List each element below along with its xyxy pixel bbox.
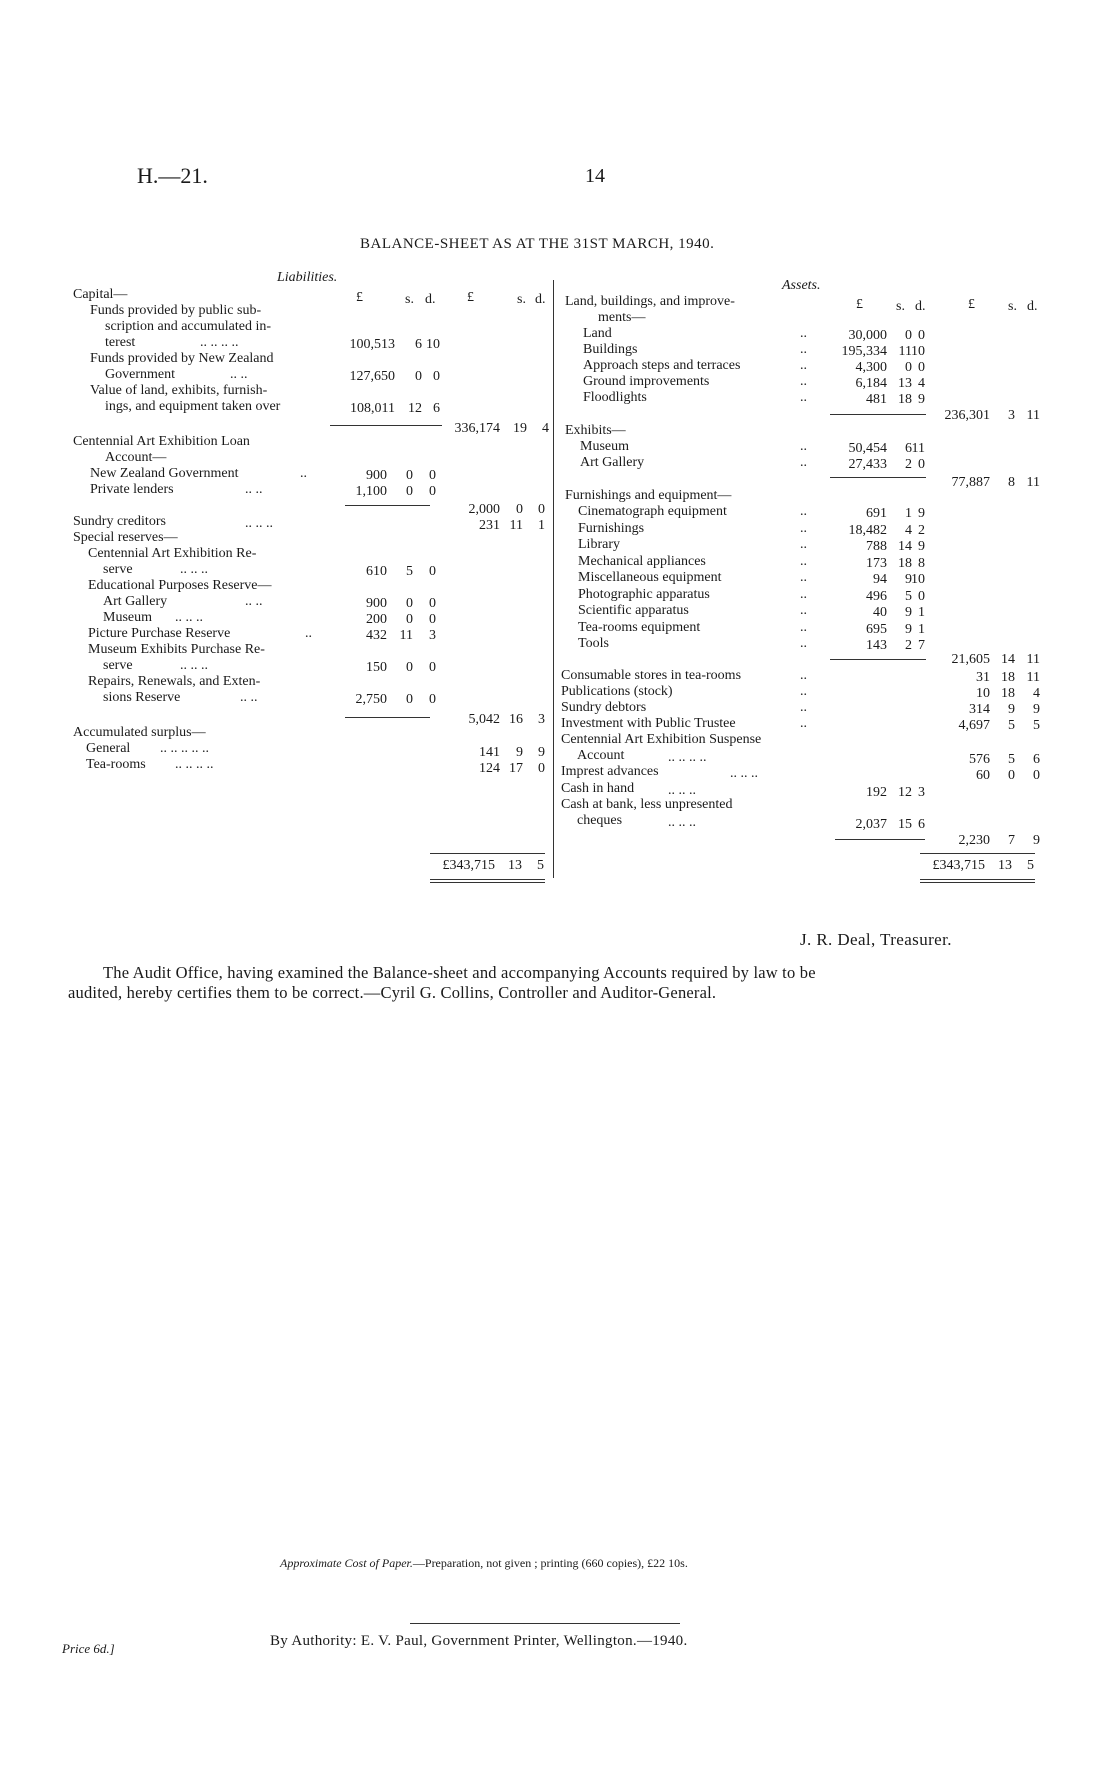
leader-dots: .. [800, 700, 807, 715]
leader-dots: .. [800, 570, 807, 585]
suspense-label-a: Centennial Art Exhibition Suspense [561, 732, 762, 747]
furnishing-item-label: Tools [578, 636, 609, 651]
leader-dots: .. [800, 390, 807, 405]
surplus-general-pounds: 141 [479, 745, 500, 760]
furnishing-item-pounds: 173 [866, 555, 887, 571]
col-head-shillings-1: s. [405, 292, 414, 307]
assets-grand-pounds: £343,715 [932, 858, 985, 873]
leader-dots: .. [800, 636, 807, 651]
reserve-5-shillings: 0 [406, 692, 413, 707]
reserves-total-shillings: 16 [509, 712, 523, 727]
land-item-shillings: 0 [905, 328, 912, 343]
reserve-4-pence: 0 [429, 660, 436, 675]
furnishing-item-shillings: 9 [905, 605, 912, 620]
exhibits-total-shillings: 8 [1008, 475, 1015, 490]
capital-v2-pounds: 127,650 [349, 369, 395, 384]
other-asset-shillings: 18 [1001, 686, 1015, 701]
exhibit-item-label: Art Gallery [580, 455, 645, 470]
loan-private-pence: 0 [429, 484, 436, 499]
reserve-3: Picture Purchase Reserve [88, 626, 231, 641]
furnishing-item-shillings: 18 [898, 555, 912, 571]
liabilities-grand-pounds: £343,715 [442, 858, 495, 873]
loan-nz-shillings: 0 [406, 468, 413, 483]
land-item-pounds: 4,300 [855, 360, 887, 375]
leader-dots: .. [800, 553, 807, 569]
furnishings-total-pounds: 21,605 [951, 652, 990, 667]
other-asset-pounds: 31 [976, 670, 990, 685]
furnishing-item-pence: 1 [918, 605, 925, 620]
reserve-1-pounds: 610 [366, 564, 387, 579]
surplus-tearooms-shillings: 17 [509, 761, 523, 776]
liabilities-grand-shillings: 13 [508, 858, 522, 873]
leader-dots: .. [800, 684, 807, 699]
furnishing-item-pounds: 496 [866, 588, 887, 604]
reserve-2a-shillings: 0 [406, 596, 413, 611]
cash-total-shillings: 7 [1008, 833, 1015, 848]
surplus-general-pence: 9 [538, 745, 545, 760]
loan-private-pounds: 1,100 [355, 484, 387, 499]
furnishing-item-label: Furnishings [578, 520, 645, 536]
capital-line-1b: scription and accumulated in- [105, 319, 271, 334]
furnishing-item-label: Miscellaneous equipment [578, 570, 722, 585]
furnishing-item-pounds: 695 [866, 621, 887, 637]
furnishing-item-shillings: 5 [905, 588, 912, 604]
capital-line-3a: Value of land, exhibits, furnish- [90, 383, 268, 398]
furnishing-item-pounds: 143 [866, 638, 887, 653]
bank-label-b: cheques [577, 813, 623, 828]
col-head-pence-2: d. [535, 292, 546, 307]
furnishings-total-shillings: 14 [1001, 652, 1015, 667]
sundry-creditors-pounds: 231 [479, 518, 500, 533]
leader-dots: .. [800, 586, 807, 602]
land-item-pence: 9 [918, 392, 925, 407]
reserve-3-shillings: 11 [399, 628, 413, 643]
surplus-general-label: General [86, 741, 131, 756]
bank-shillings: 15 [898, 817, 912, 832]
furnishing-item-shillings: 9 [905, 572, 912, 587]
suspense-pounds: 576 [969, 752, 990, 767]
asset-col-head-pounds-1: £ [856, 297, 863, 312]
imprest-label: Imprest advances [561, 764, 659, 779]
furnishing-item-pounds: 788 [866, 539, 887, 554]
other-asset-pounds: 10 [976, 686, 990, 701]
treasurer-signature: J. R. Deal, Treasurer. [800, 930, 952, 949]
furnishing-item-shillings: 9 [905, 621, 912, 637]
furnishing-item-pence: 2 [918, 522, 925, 538]
other-asset-pounds: 4,697 [958, 718, 990, 733]
other-asset-pence: 4 [1033, 686, 1040, 701]
price-label: Price 6d.] [62, 1641, 115, 1656]
reserve-4-shillings: 0 [406, 660, 413, 675]
loan-heading-b: Account— [105, 450, 167, 465]
land-item-pounds: 6,184 [855, 376, 887, 391]
loan-total-shillings: 0 [516, 502, 523, 517]
furnishing-item-label: Cinematograph equipment [578, 504, 727, 519]
furnishing-item-pence: 10 [911, 572, 925, 587]
other-asset-pounds: 314 [969, 702, 990, 717]
land-item-pounds: 195,334 [841, 344, 887, 359]
land-total-pounds: 236,301 [944, 408, 990, 423]
leader-dots: .. [800, 358, 807, 373]
col-head-pence-1: d. [425, 292, 436, 307]
cost-label: Approximate Cost of Paper. [280, 1556, 413, 1570]
furnishing-item-label: Tea-rooms equipment [578, 619, 701, 635]
reserve-4b: serve [103, 658, 133, 673]
assets-heading: Assets. [782, 278, 821, 293]
land-item-pence: 10 [911, 344, 925, 359]
bank-label-a: Cash at bank, less unpresented [561, 797, 733, 812]
reserve-4-pounds: 150 [366, 660, 387, 675]
land-total-shillings: 3 [1008, 408, 1015, 423]
furnishing-item-shillings: 2 [905, 638, 912, 653]
land-item-label: Floodlights [583, 390, 647, 405]
asset-col-head-pence-1: d. [915, 299, 926, 314]
bank-pounds: 2,037 [855, 817, 887, 832]
furnishing-item-shillings: 1 [905, 506, 912, 521]
reserve-2b-pence: 0 [429, 612, 436, 627]
leader-dots: .. [800, 455, 807, 470]
capital-line-3b: ings, and equipment taken over [105, 399, 281, 414]
reserve-3-pounds: 432 [366, 628, 387, 643]
cost-text: —Preparation, not given ; printing (660 copies), £22 10s. [412, 1556, 688, 1570]
reserve-5b: sions Reserve [103, 690, 181, 705]
leader-dots: .. [800, 342, 807, 357]
furnishings-total-pence: 11 [1026, 652, 1040, 667]
exhibit-item-pence: 11 [911, 441, 925, 456]
other-asset-label: Investment with Public Trustee [561, 716, 736, 731]
sundry-creditors-label: Sundry creditors [73, 514, 166, 529]
assets-grand-shillings: 13 [998, 858, 1012, 873]
reserve-1-shillings: 5 [406, 564, 413, 579]
exhibit-item-pounds: 50,454 [848, 441, 887, 456]
reserves-total-pence: 3 [538, 712, 545, 727]
capital-total-pence: 4 [542, 421, 549, 436]
exhibit-item-shillings: 6 [905, 441, 912, 456]
loan-nz-label: New Zealand Government [90, 466, 239, 481]
loan-nz-pounds: 900 [366, 468, 387, 483]
capital-v2-pence: 0 [433, 369, 440, 384]
capital-total-shillings: 19 [513, 421, 527, 436]
exhibits-heading: Exhibits— [565, 423, 626, 438]
asset-col-head-pounds-2: £ [968, 297, 975, 312]
asset-col-head-shillings-1: s. [896, 299, 905, 314]
imprest-shillings: 0 [1008, 768, 1015, 783]
capital-line-2b: Government [105, 367, 175, 382]
cash-total-pence: 9 [1033, 833, 1040, 848]
other-asset-pence: 5 [1033, 718, 1040, 733]
col-head-pounds-1: £ [356, 290, 363, 305]
loan-nz-pence: 0 [429, 468, 436, 483]
reserve-2a-pence: 0 [429, 596, 436, 611]
reserve-2b-pounds: 200 [366, 612, 387, 627]
exhibit-item-pence: 0 [918, 457, 925, 472]
reserve-5-pence: 0 [429, 692, 436, 707]
surplus-tearooms-pounds: 124 [479, 761, 500, 776]
liabilities-grand-pence: 5 [537, 858, 544, 873]
sundry-creditors-pence: 1 [538, 518, 545, 533]
surplus-tearooms-pence: 0 [538, 761, 545, 776]
capital-line-1c: terest [105, 335, 136, 350]
other-asset-shillings: 9 [1008, 702, 1015, 717]
loan-heading-a: Centennial Art Exhibition Loan [73, 434, 250, 449]
furnishing-item-label: Scientific apparatus [578, 603, 689, 618]
cash-total-pounds: 2,230 [958, 833, 990, 848]
reserve-5a: Repairs, Renewals, and Exten- [88, 674, 261, 689]
land-item-label: Ground improvements [583, 374, 710, 389]
reserves-heading: Special reserves— [73, 530, 178, 545]
loan-total-pence: 0 [538, 502, 545, 517]
furnishing-item-pence: 7 [918, 638, 925, 653]
leader-dots: .. [800, 374, 807, 389]
capital-line-1a: Funds provided by public sub- [90, 303, 262, 318]
surplus-heading: Accumulated surplus— [73, 725, 206, 740]
leader-dots: .. [800, 326, 807, 341]
leader-dots: .. [800, 603, 807, 618]
land-heading-b: ments— [598, 310, 646, 325]
leader-dots: .. [800, 716, 807, 731]
capital-v1-pounds: 100,513 [349, 337, 395, 352]
furnishing-item-pounds: 40 [873, 605, 887, 620]
furnishing-item-shillings: 4 [905, 522, 912, 538]
other-asset-shillings: 5 [1008, 718, 1015, 733]
capital-heading: Capital— [73, 287, 128, 302]
exhibit-item-shillings: 2 [905, 457, 912, 472]
furnishing-item-pence: 0 [918, 588, 925, 604]
capital-v3-pence: 6 [433, 401, 440, 416]
land-heading-a: Land, buildings, and improve- [565, 294, 735, 309]
exhibits-total-pounds: 77,887 [951, 475, 990, 490]
surplus-tearooms-label: Tea-rooms [86, 757, 146, 772]
leader-dots: .. [800, 520, 807, 536]
land-item-shillings: 13 [898, 376, 912, 391]
cost-note [280, 1556, 688, 1571]
leader-dots: .. [800, 668, 807, 683]
capital-total-pounds: 336,174 [454, 421, 500, 436]
audit-certificate-line-2: audited, hereby certifies them to be correct.—Cyril G. Collins, Controller and Auditor-General. [68, 983, 717, 1002]
loan-private-label: Private lenders [90, 482, 174, 497]
suspense-pence: 6 [1033, 752, 1040, 767]
land-item-label: Approach steps and terraces [583, 358, 741, 373]
capital-line-2a: Funds provided by New Zealand [90, 351, 274, 366]
authority-line: By Authority: E. V. Paul, Government Printer, Wellington.—1940. [270, 1633, 688, 1649]
land-item-label: Buildings [583, 342, 638, 357]
sundry-creditors-shillings: 11 [509, 518, 523, 533]
loan-private-shillings: 0 [406, 484, 413, 499]
leader-dots: .. [800, 504, 807, 519]
cash-pounds: 192 [866, 785, 887, 800]
reserve-3-pence: 3 [429, 628, 436, 643]
surplus-general-shillings: 9 [516, 745, 523, 760]
reserve-1-pence: 0 [429, 564, 436, 579]
exhibit-item-pounds: 27,433 [848, 457, 887, 472]
audit-certificate-line-1: The Audit Office, having examined the Balance-sheet and accompanying Accounts required by law to be [103, 963, 816, 982]
suspense-label-b: Account [577, 748, 625, 763]
other-asset-label: Sundry debtors [561, 700, 647, 715]
bank-pence: 6 [918, 817, 925, 832]
furnishings-heading: Furnishings and equipment— [565, 488, 732, 503]
furnishing-item-shillings: 14 [898, 539, 912, 554]
capital-v1-pence: 10 [426, 337, 440, 352]
land-item-pounds: 30,000 [848, 328, 887, 343]
other-asset-shillings: 18 [1001, 670, 1015, 685]
reserve-4a: Museum Exhibits Purchase Re- [88, 642, 265, 657]
cash-shillings: 12 [898, 785, 912, 800]
furnishing-item-pounds: 691 [866, 506, 887, 521]
other-asset-label: Consumable stores in tea-rooms [561, 668, 742, 683]
capital-v1-shillings: 6 [415, 337, 422, 352]
imprest-pence: 0 [1033, 768, 1040, 783]
furnishing-item-pounds: 18,482 [848, 522, 887, 538]
col-head-pounds-2: £ [467, 290, 474, 305]
land-item-shillings: 11 [898, 344, 912, 359]
loan-total-pounds: 2,000 [468, 502, 500, 517]
capital-v3-pounds: 108,011 [350, 401, 395, 416]
furnishing-item-pence: 8 [918, 555, 925, 571]
reserve-2a-pounds: 900 [366, 596, 387, 611]
reserve-1b: serve [103, 562, 133, 577]
furnishing-item-pence: 9 [918, 539, 925, 554]
reserve-2b: Museum [103, 610, 152, 625]
land-total-pence: 11 [1026, 408, 1040, 423]
reserve-2: Educational Purposes Reserve— [88, 578, 272, 593]
imprest-pounds: 60 [976, 768, 990, 783]
furnishing-item-label: Photographic apparatus [578, 586, 710, 602]
exhibit-item-label: Museum [580, 439, 629, 454]
land-item-pence: 0 [918, 328, 925, 343]
reserve-5-pounds: 2,750 [355, 692, 387, 707]
leader-dots: .. [800, 439, 807, 454]
other-asset-pence: 9 [1033, 702, 1040, 717]
asset-col-head-shillings-2: s. [1008, 299, 1017, 314]
assets-grand-pence: 5 [1027, 858, 1034, 873]
reserve-2b-shillings: 0 [406, 612, 413, 627]
reserves-total-pounds: 5,042 [468, 712, 500, 727]
capital-v3-shillings: 12 [408, 401, 422, 416]
other-asset-pence: 11 [1026, 670, 1040, 685]
page-title: BALANCE-SHEET AS AT THE 31ST MARCH, 1940. [360, 236, 715, 252]
report-code: H.—21. [137, 163, 208, 188]
capital-v2-shillings: 0 [415, 369, 422, 384]
reserve-1a: Centennial Art Exhibition Re- [88, 546, 257, 561]
land-item-label: Land [583, 326, 612, 341]
furnishing-item-pence: 9 [918, 506, 925, 521]
reserve-2a: Art Gallery [103, 594, 168, 609]
asset-col-head-pence-2: d. [1027, 299, 1038, 314]
land-item-pence: 0 [918, 360, 925, 375]
furnishing-item-label: Mechanical appliances [578, 553, 706, 569]
other-asset-label: Publications (stock) [561, 684, 673, 699]
cash-label: Cash in hand [561, 781, 635, 796]
exhibits-total-pence: 11 [1026, 475, 1040, 490]
land-item-pence: 4 [918, 376, 925, 391]
cash-pence: 3 [918, 785, 925, 800]
land-item-shillings: 18 [898, 392, 912, 407]
land-item-shillings: 0 [905, 360, 912, 375]
page-number: 14 [585, 165, 605, 187]
column-divider [553, 280, 554, 878]
col-head-shillings-2: s. [517, 292, 526, 307]
furnishing-item-pence: 1 [918, 621, 925, 637]
furnishing-item-pounds: 94 [873, 572, 887, 587]
furnishing-item-label: Library [578, 537, 620, 552]
leader-dots: .. [800, 537, 807, 552]
land-item-pounds: 481 [866, 392, 887, 407]
leader-dots: .. [800, 619, 807, 635]
suspense-shillings: 5 [1008, 752, 1015, 767]
liabilities-heading: Liabilities. [277, 270, 338, 285]
